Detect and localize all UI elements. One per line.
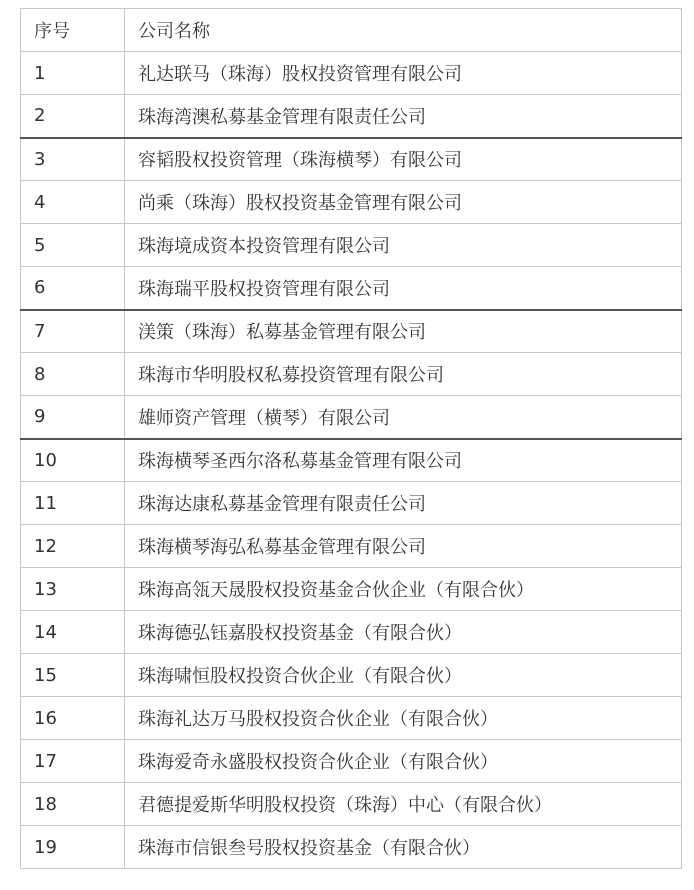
company-table-container [20,8,681,869]
row-company-name: 珠海达康私募基金管理有限责任公司 [125,482,682,525]
row-company-name: 礼达联马（珠海）股权投资管理有限公司 [125,52,682,95]
row-index: 9 [21,396,125,439]
row-company-name: 珠海礼达万马股权投资合伙企业（有限合伙） [125,697,682,740]
row-index: 18 [21,783,125,826]
row-company-name: 容韬股权投资管理（珠海横琴）有限公司 [125,138,682,181]
table-row [21,697,682,740]
header-company-name: 公司名称 [125,9,682,52]
row-index: 7 [21,310,125,353]
row-index: 17 [21,740,125,783]
table-row [21,439,682,482]
row-index: 8 [21,353,125,396]
table-row [21,52,682,95]
row-index: 16 [21,697,125,740]
table-header-row [21,9,682,52]
row-index: 14 [21,611,125,654]
row-index: 12 [21,525,125,568]
table-row [21,267,682,310]
table-row [21,310,682,353]
table-row [21,740,682,783]
table-row [21,482,682,525]
row-index: 15 [21,654,125,697]
table-row [21,826,682,869]
table-row [21,654,682,697]
table-row [21,783,682,826]
table-row [21,525,682,568]
row-index: 6 [21,267,125,310]
table-row [21,353,682,396]
row-company-name: 珠海境成资本投资管理有限公司 [125,224,682,267]
table-row [21,95,682,138]
table-row [21,181,682,224]
row-index: 2 [21,95,125,138]
row-company-name: 君德提爱斯华明股权投资（珠海）中心（有限合伙） [125,783,682,826]
row-company-name: 珠海湾澳私募基金管理有限责任公司 [125,95,682,138]
row-index: 19 [21,826,125,869]
row-company-name: 珠海爱奇永盛股权投资合伙企业（有限合伙） [125,740,682,783]
company-table [20,8,682,869]
row-company-name: 雄师资产管理（横琴）有限公司 [125,396,682,439]
row-company-name: 珠海市信银叁号股权投资基金（有限合伙） [125,826,682,869]
row-index: 4 [21,181,125,224]
row-company-name: 珠海高瓴天晟股权投资基金合伙企业（有限合伙） [125,568,682,611]
row-index: 1 [21,52,125,95]
row-company-name: 珠海德弘钰嘉股权投资基金（有限合伙） [125,611,682,654]
table-row [21,396,682,439]
table-row [21,138,682,181]
row-index: 13 [21,568,125,611]
row-index: 3 [21,138,125,181]
row-company-name: 珠海横琴海弘私募基金管理有限公司 [125,525,682,568]
row-company-name: 珠海市华明股权私募投资管理有限公司 [125,353,682,396]
table-row [21,568,682,611]
row-index: 11 [21,482,125,525]
row-company-name: 珠海瑞平股权投资管理有限公司 [125,267,682,310]
table-row [21,224,682,267]
row-company-name: 尚乘（珠海）股权投资基金管理有限公司 [125,181,682,224]
row-index: 5 [21,224,125,267]
table-row [21,611,682,654]
row-index: 10 [21,439,125,482]
row-company-name: 渼策（珠海）私募基金管理有限公司 [125,310,682,353]
row-company-name: 珠海横琴圣西尔洛私募基金管理有限公司 [125,439,682,482]
header-index: 序号 [21,9,125,52]
row-company-name: 珠海啸恒股权投资合伙企业（有限合伙） [125,654,682,697]
